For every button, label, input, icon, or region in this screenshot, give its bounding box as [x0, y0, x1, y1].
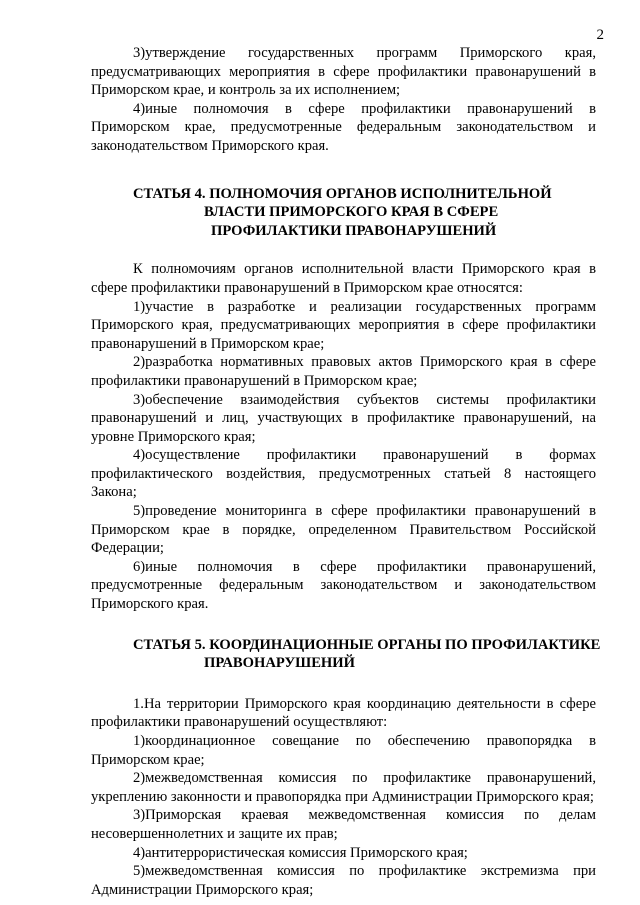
- article-4-heading-line: ВЛАСТИ ПРИМОРСКОГО КРАЯ В СФЕРЕ: [204, 204, 499, 221]
- article-5-item-2: 2)межведомственная комиссия по профилактике правонарушений, укреплению законности и правопорядка при Администрации Приморского края;: [91, 770, 596, 805]
- paragraph-intro-item-4: 4)иные полномочия в сфере профилактики правонарушений в Приморском крае, предусмотренные федеральным законодательством и законодательством Приморского края.: [91, 100, 596, 154]
- article-5-heading: [91, 636, 601, 673]
- article-4-item-6: 6)иные полномочия в сфере профилактики правонарушений, предусмотренные федеральным законодательством и законодательством Приморского края.: [91, 558, 596, 613]
- article-4-item-1: 1)участие в разработке и реализации государственных программ Приморского края, предусматривающих мероприятия в сфере профилактики правонарушений в Приморском крае;: [91, 298, 596, 352]
- page-number: 2: [596, 27, 604, 43]
- paragraph-intro-item-3: 3)утверждение государственных программ Приморского края, предусматривающих мероприятия в сфере профилактики правонарушений в Приморском крае, и контроль за их исполнением;: [91, 45, 596, 99]
- article-5-item-5: 5)межведомственная комиссия по профилактике экстремизма при Администрации Приморского края;: [91, 863, 596, 898]
- article-4-item-4: 4)осуществление профилактики правонарушений в формах профилактического воздействия, предусмотренных статьей 8 настоящего Закона;: [91, 447, 596, 501]
- article-4-heading: [91, 185, 596, 241]
- article-5-item-1: 1)координационное совещание по обеспечению правопорядка в Приморском крае;: [91, 733, 596, 768]
- article-4-item-2: 2)разработка нормативных правовых актов Приморского края в сфере профилактики правонарушений в Приморском крае;: [91, 354, 596, 389]
- article-5-item-3: 3)Приморская краевая межведомственная комиссия по делам несовершеннолетних и защите их прав;: [91, 807, 596, 842]
- article-5-intro-paragraph: 1.На территории Приморского края координацию деятельности в сфере профилактики правонарушений осуществляют:: [91, 695, 596, 731]
- document-body: [91, 44, 601, 899]
- article-4-intro-paragraph: К полномочиям органов исполнительной власти Приморского края в сфере профилактики правонарушений в Приморском крае относятся:: [91, 261, 596, 296]
- article-5-item-4: 4)антитеррористическая комиссия Приморского края;: [133, 844, 468, 861]
- article-5-heading-line: ПРАВОНАРУШЕНИЙ: [204, 655, 355, 672]
- article-4-item-5: 5)проведение мониторинга в сфере профилактики правонарушений в Приморском крае в порядке, определенном Правительством Российской Федерации;: [91, 503, 596, 557]
- article-4-heading-line: ПРОФИЛАКТИКИ ПРАВОНАРУШЕНИЙ: [211, 222, 497, 239]
- article-4-item-3: 3)обеспечение взаимодействия субъектов системы профилактики правонарушений и лиц, участвующих в профилактике правонарушений, на уровне Приморского края;: [91, 391, 596, 445]
- article-4-heading-line: СТАТЬЯ 4. ПОЛНОМОЧИЯ ОРГАНОВ ИСПОЛНИТЕЛЬНОЙ: [133, 185, 552, 202]
- article-5-heading-line: СТАТЬЯ 5. КООРДИНАЦИОННЫЕ ОРГАНЫ ПО ПРОФИЛАКТИКЕ: [133, 636, 601, 653]
